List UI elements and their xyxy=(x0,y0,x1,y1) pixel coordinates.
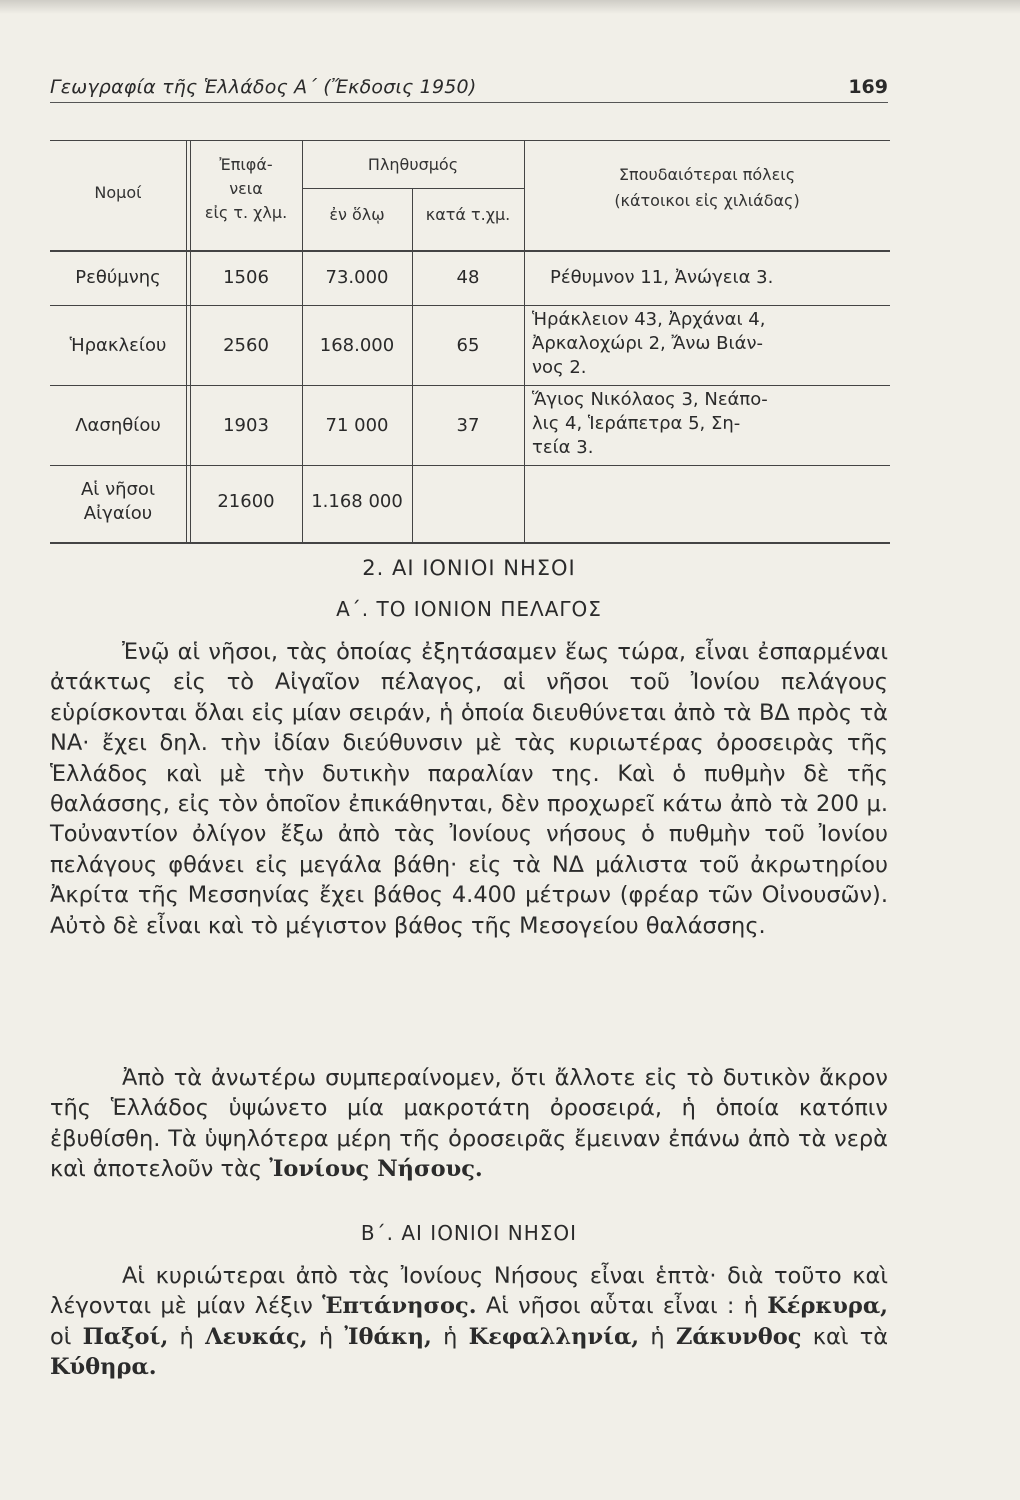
column-divider xyxy=(412,188,413,544)
prefecture-name-line1: Αἱ νῆσοι xyxy=(80,479,156,500)
paragraph-text: Αἱ νῆσοι αὗται εἶναι : ἡ xyxy=(485,1293,758,1320)
page-number: 169 xyxy=(848,76,888,98)
ionian-islands-term: Ἰονίους Νήσους. xyxy=(269,1156,483,1183)
area-value: 21600 xyxy=(217,491,275,512)
towns-value-line: Ἡράκλειον 43, Ἀρχάναι 4, xyxy=(532,309,766,330)
population-subheader-rule xyxy=(302,188,524,189)
density-value: 37 xyxy=(456,415,480,436)
prefecture-name-line2: Αἰγαίου xyxy=(83,503,153,524)
scan-edge-shadow xyxy=(0,0,1020,14)
row-divider xyxy=(50,305,890,306)
header-area-line3: εἰς τ. χλμ. xyxy=(204,203,288,222)
island-kerkyra: Κέρκυρα, xyxy=(767,1293,889,1320)
header-towns-line2: (κάτοικοι εἰς χιλιάδας) xyxy=(614,191,800,210)
paragraph-text: Ἐνῷ αἱ νῆσοι, τὰς ὁποίας ἐξητάσαμεν ἕως τώρα, εἶναι ἐσπαρμέναι ἀτάκτως εἰς τὸ Αἰγαῖον πέλαγος, αἱ νῆσοι τοῦ Ἰονίου πελάγους εὑρίσκονται ὅλαι εἰς μίαν σειράν, ἡ ὁποία διευθύνεται ἀπὸ τὰ ΒΔ πρὸς τὰ ΝΑ· ἔχει δηλ. τὴν ἰδίαν διεύθυνσιν μὲ τὰς κυριωτέρας ὀροσειρὰς τῆς Ἑλλάδος καὶ μὲ τὴν δυτικὴν παραλίαν της. Καὶ ὁ πυθμὴν δὲ τῆς θαλάσσης, εἰς τὸν ὁποῖον ἐπικάθηνται, δὲν προχωρεῖ κάτω ἀπὸ τὰ 200 μ. Τοὐναντίον ὀλίγον ἔξω ἀπὸ τὰς Ἰονίους νήσους ὁ πυθμὴν τοῦ Ἰονίου πελάγους φθάνει εἰς μεγάλα βάθη· εἰς τὰ ΝΔ μάλιστα τοῦ ἀκρωτηρίου Ἀκρίτα τῆς Μεσσηνίας ἔχει βάθος 4.400 μέτρων (φρέαρ τῶν Οἰνουσῶν). Αὐτὸ δὲ εἶναι καὶ τὸ μέγιστον βάθος τῆς Μεσογείου θαλάσσης. xyxy=(50,639,888,939)
header-bottom-rule xyxy=(50,250,890,252)
header-population-total: ἐν ὅλῳ xyxy=(329,205,385,224)
population-value: 1.168 000 xyxy=(311,491,403,512)
section-title: 2. ΑΙ ΙΟΝΙΟΙ ΝΗΣΟΙ xyxy=(362,556,576,580)
subsection-b-title: Β΄. ΑΙ ΙΟΝΙΟΙ ΝΗΣΟΙ xyxy=(360,1221,578,1245)
paragraph-text: ἡ xyxy=(443,1323,458,1350)
towns-value-line: λις 4, Ἱεράπετρα 5, Ση- xyxy=(532,413,741,434)
paragraph-text: ἡ xyxy=(318,1323,334,1350)
header-prefecture: Νομοί xyxy=(94,183,142,202)
prefecture-name: Ρεθύμνης xyxy=(75,267,161,288)
island-zakynthos: Ζάκυνθος xyxy=(675,1323,802,1350)
header-towns-line1: Σπουδαιότεραι πόλεις xyxy=(618,165,796,184)
island-lefkas: Λευκάς, xyxy=(205,1323,308,1350)
density-value: 48 xyxy=(456,267,480,288)
paragraph-seven-islands xyxy=(50,1261,888,1383)
running-header xyxy=(50,76,888,103)
header-area-line2: νεια xyxy=(229,179,263,198)
population-value: 73.000 xyxy=(325,267,389,288)
paragraph-text: Αἱ κυριώτεραι ἀπὸ τὰς Ἰονίους Νήσους εἶναι ἑπτὰ· διὰ τοῦτο καὶ λέγονται μὲ μίαν λέξιν xyxy=(50,1263,888,1320)
island-ithaki: Ἰθάκη, xyxy=(344,1323,432,1350)
prefecture-name: Ἡρακλείου xyxy=(69,335,167,356)
paragraph-text: ἡ xyxy=(650,1323,665,1350)
towns-value: Ρέθυμνον 11, Ἀνώγεια 3. xyxy=(550,267,774,288)
towns-value-line: τεία 3. xyxy=(532,437,594,458)
island-kythira: Κύθηρα. xyxy=(50,1354,157,1381)
row-divider xyxy=(50,385,890,386)
towns-value-line: Ἅγιος Νικόλαος 3, Νεάπο- xyxy=(532,389,768,410)
population-value: 168.000 xyxy=(319,335,395,356)
header-population: Πληθυσμός xyxy=(367,155,459,174)
towns-value-line: Ἀρκαλοχώρι 2, Ἄνω Βιάν- xyxy=(532,333,764,354)
population-value: 71 000 xyxy=(325,415,389,436)
area-value: 1506 xyxy=(223,267,269,288)
density-value: 65 xyxy=(456,335,480,356)
heptanisos-term: Ἑπτάνησος. xyxy=(322,1293,477,1320)
table-top-rule xyxy=(50,140,890,141)
area-value: 2560 xyxy=(223,335,269,356)
column-divider xyxy=(186,140,187,544)
row-divider xyxy=(50,465,890,466)
prefecture-table xyxy=(50,140,890,545)
island-paxoi: Παξοί, xyxy=(82,1323,169,1350)
table-bottom-rule xyxy=(50,542,890,544)
prefecture-name: Λασηθίου xyxy=(75,415,161,436)
subsection-a-title: Α΄. ΤΟ ΙΟΝΙΟΝ ΠΕΛΑΓΟΣ xyxy=(336,597,602,621)
area-value: 1903 xyxy=(223,415,269,436)
island-kefallinia: Κεφαλληνία, xyxy=(468,1323,640,1350)
paragraph-text: οἱ xyxy=(50,1323,72,1350)
paragraph-text: ἡ xyxy=(179,1323,194,1350)
paragraph-ionian-sea xyxy=(50,637,888,941)
header-population-density: κατά τ.χμ. xyxy=(425,205,511,224)
paragraph-sunken-range xyxy=(50,1063,888,1185)
header-area-line1: Ἐπιφά- xyxy=(219,155,273,174)
paragraph-text: Ἀπὸ τὰ ἀνωτέρω συμπεραίνομεν, ὅτι ἄλλοτε εἰς τὸ δυτικὸν ἄκρον τῆς Ἑλλάδος ὑψώνετο μία μακροτάτη ὀροσειρά, ἡ ὁποία κατόπιν ἐβυθίσθη. Τὰ ὑψηλότερα μέρη τῆς ὀροσειρᾶς ἔμειναν ἐπάνω ἀπὸ τὰ νερὰ καὶ ἀποτελοῦν τὰς xyxy=(50,1065,888,1183)
header-title: Γεωγραφία τῆς Ἑλλάδος Α΄ (Ἔκδοσις 1950) xyxy=(50,76,477,98)
paragraph-text: καὶ τὰ xyxy=(812,1323,889,1350)
towns-value-line: νος 2. xyxy=(532,357,587,378)
